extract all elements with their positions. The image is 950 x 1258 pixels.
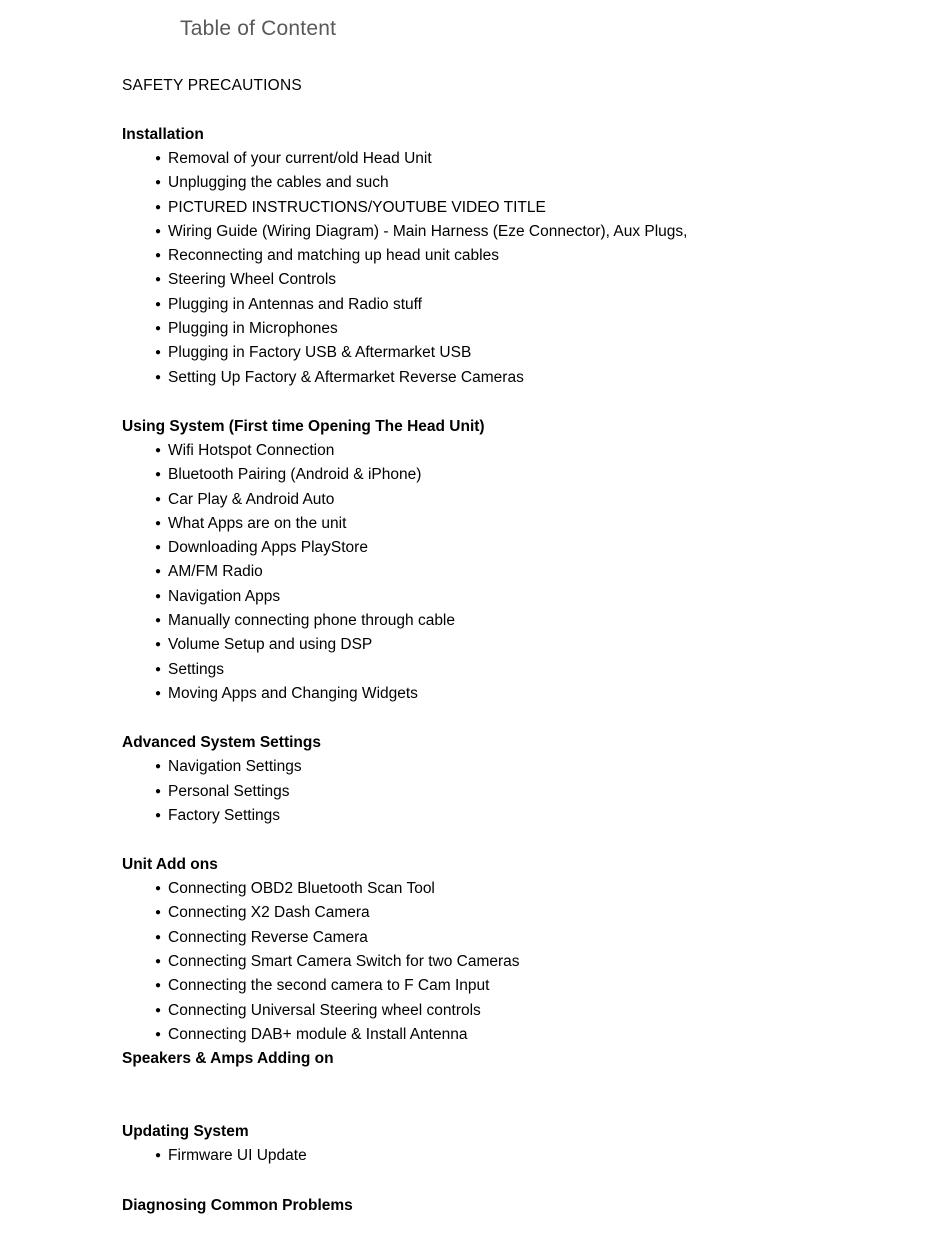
toc-item-label: Downloading Apps PlayStore [168,539,368,557]
bullet-icon: ● [155,323,162,335]
toc-item-label: Plugging in Antennas and Radio stuff [168,295,422,313]
section-heading: Installation [122,126,204,143]
toc-item [155,463,890,487]
toc-item [155,585,890,609]
section-heading: Using System (First time Opening The Head Unit) [122,417,485,435]
bullet-icon: ● [155,371,162,383]
bullet-icon: ● [155,469,162,481]
toc-item [155,1023,890,1047]
toc-item [155,633,890,657]
section-speakers-amps [122,1047,890,1071]
bullet-icon: ● [155,590,162,602]
toc-item [155,488,890,512]
toc-item-label: Wiring Guide (Wiring Diagram) - Main Harness (Eze Connector), Aux Plugs, [168,222,688,240]
toc-item-label: Connecting X2 Dash Camera [168,904,370,922]
toc-item-label: Steering Wheel Controls [168,271,337,289]
section-updating-system [122,1120,890,1168]
toc-item [155,901,890,925]
toc-item-label: Settings [168,660,225,678]
section-diagnosing-common-problems [122,1194,890,1218]
toc-item-label: Removal of your current/old Head Unit [168,150,432,167]
toc-item [155,171,890,195]
bullet-icon: ● [155,907,162,919]
toc-list [122,147,890,390]
bullet-icon: ● [155,298,162,310]
toc-item [155,1144,890,1168]
section-safety-precautions [122,74,890,98]
section-heading: Unit Add ons [122,856,218,874]
bullet-icon: ● [155,687,162,699]
section-heading: Advanced System Settings [122,734,321,752]
toc-item-label: Factory Settings [168,806,281,824]
toc-item-label: Connecting OBD2 Bluetooth Scan Tool [168,880,435,898]
bullet-icon: ● [155,761,162,773]
toc-item [155,926,890,950]
toc-item-label: Connecting the second camera to F Cam Input [168,977,490,995]
toc-item-label: Navigation Apps [168,587,281,605]
toc-item-label: Manually connecting phone through cable [168,612,456,630]
toc-item [155,999,890,1023]
toc-item [155,196,890,220]
bullet-icon: ● [155,809,162,821]
toc-list [122,439,890,706]
toc-list [122,1144,890,1168]
toc-item-label: Connecting Reverse Camera [168,928,368,946]
toc-item-label: Unplugging the cables and such [168,174,389,192]
bullet-icon: ● [155,1028,162,1040]
bullet-icon: ● [155,153,162,164]
bullet-icon: ● [155,177,162,189]
toc-item [155,560,890,584]
toc-item-label: Navigation Settings [168,758,302,776]
bullet-icon: ● [155,785,162,797]
toc-item-label: Car Play & Android Auto [168,490,335,508]
page-title: Table of Content [180,17,337,40]
section-unit-add-ons [122,853,890,1047]
section-heading: Speakers & Amps Adding on [122,1050,334,1068]
toc-item [155,682,890,706]
section-using-system [122,415,890,706]
toc-item-label: Volume Setup and using DSP [168,636,373,654]
bullet-icon: ● [155,517,162,529]
bullet-icon: ● [155,980,162,992]
bullet-icon: ● [155,225,162,237]
bullet-icon: ● [155,639,162,651]
toc-item [155,341,890,365]
toc-item [155,317,890,341]
section-heading: Diagnosing Common Problems [122,1196,353,1214]
section-advanced-system-settings [122,731,890,828]
toc-item-label: What Apps are on the unit [168,514,347,532]
toc-item-label: Personal Settings [168,782,290,800]
toc-item-label: Setting Up Factory & Aftermarket Reverse Cameras [168,368,524,386]
toc-item-label: Connecting Smart Camera Switch for two Cameras [168,953,520,971]
toc-item [155,536,890,560]
bullet-icon: ● [155,1150,162,1162]
bullet-icon: ● [155,493,162,505]
toc-item-label: Wifi Hotspot Connection [168,441,335,459]
toc-item-label: Reconnecting and matching up head unit cables [168,247,499,265]
toc-item [155,974,890,998]
section-heading: SAFETY PRECAUTIONS [122,77,302,94]
toc-item [155,950,890,974]
toc-item [155,439,890,463]
toc-list [122,755,890,828]
bullet-icon: ● [155,663,162,675]
toc-item-label: Connecting DAB+ module & Install Antenna [168,1025,468,1043]
toc-item-label: Connecting Universal Steering wheel controls [168,1001,481,1019]
toc-item [155,877,890,901]
toc-item [155,780,890,804]
toc-item [155,366,890,390]
section-installation [122,123,890,390]
toc-item [155,804,890,828]
toc-item-label: AM/FM Radio [168,563,263,581]
bullet-icon: ● [155,1004,162,1016]
bullet-icon: ● [155,250,162,262]
toc-sections [122,74,890,1218]
toc-item-label: Plugging in Microphones [168,320,338,338]
toc-item [155,220,890,244]
toc-item [155,293,890,317]
bullet-icon: ● [155,883,162,895]
toc-item [155,755,890,779]
bullet-icon: ● [155,542,162,554]
bullet-icon: ● [155,956,162,968]
toc-item [155,244,890,268]
toc-item [155,512,890,536]
toc-item [155,658,890,682]
toc-item-label: Moving Apps and Changing Widgets [168,684,418,702]
toc-item [155,609,890,633]
toc-list [122,877,890,1047]
toc-item-label: Plugging in Factory USB & Aftermarket USB [168,344,472,362]
section-heading: Updating System [122,1123,249,1141]
bullet-icon: ● [155,274,162,286]
toc-item-label: PICTURED INSTRUCTIONS/YOUTUBE VIDEO TITLE [168,198,546,216]
bullet-icon: ● [155,347,162,359]
bullet-icon: ● [155,566,162,578]
bullet-icon: ● [155,444,162,456]
toc-item [155,147,890,171]
bullet-icon: ● [155,615,162,627]
toc-item-label: Bluetooth Pairing (Android & iPhone) [168,466,422,484]
bullet-icon: ● [155,931,162,943]
toc-item-label: Firmware UI Update [168,1147,307,1165]
toc-item [155,268,890,292]
bullet-icon: ● [155,201,162,213]
